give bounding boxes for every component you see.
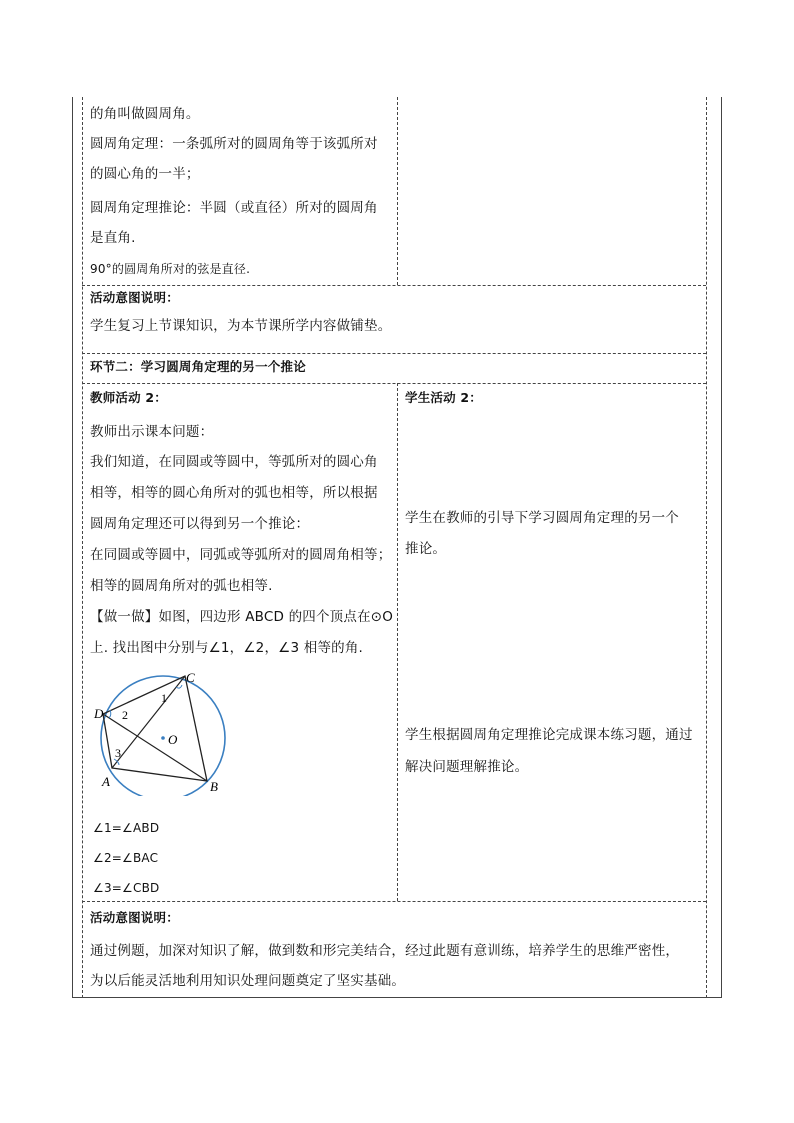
table-inner-right-border <box>706 97 707 998</box>
student-para2-line2: 解决问题理解推论。 <box>405 759 529 775</box>
teacher-line-2: 我们知道，在同圆或等圆中，等弧所对的圆心角 <box>90 454 378 470</box>
circle-quadrilateral-figure <box>88 666 238 796</box>
review-line-5: 是直角. <box>90 230 136 246</box>
intent-title-2: 活动意图说明： <box>90 910 179 925</box>
student-para1-line1: 学生在教师的引导下学习圆周角定理的另一个 <box>405 510 679 526</box>
table-right-border <box>721 97 722 998</box>
review-line-3: 的圆心角的一半； <box>90 166 200 182</box>
review-line-6: 90°的圆周角所对的弦是直径. <box>90 262 251 276</box>
student-activity-title: 学生活动 2： <box>405 390 482 405</box>
answer-3: ∠3=∠CBD <box>93 881 160 895</box>
review-line-2: 圆周角定理：一条弧所对的圆周角等于该弧所对 <box>90 136 378 152</box>
student-para2-line1: 学生根据圆周角定理推论完成课本练习题，通过 <box>405 727 693 743</box>
row-divider-4 <box>82 901 706 902</box>
teacher-line-1: 教师出示课本问题： <box>90 424 214 440</box>
intent2-line-1: 通过例题，加深对知识了解，做到数和形完美结合，经过此题有意训练，培养学生的思维严密性， <box>90 943 680 959</box>
column-divider-middle <box>397 383 398 901</box>
table-bottom-border <box>72 997 722 998</box>
teacher-line-8: 上. 找出图中分别与∠1，∠2，∠3 相等的角. <box>90 640 364 656</box>
section-title-2: 环节二：学习圆周角定理的另一个推论 <box>90 359 306 374</box>
column-divider-top <box>397 97 398 285</box>
label-angle-1: 1 <box>161 691 167 705</box>
center-point <box>161 736 165 740</box>
row-divider-2 <box>82 353 706 354</box>
teacher-line-5: 在同圆或等圆中，同弧或等弧所对的圆周角相等； <box>90 547 392 563</box>
label-d: D <box>94 706 104 721</box>
label-c: C <box>186 670 195 685</box>
table-inner-left-border <box>82 97 83 998</box>
review-line-1: 的角叫做圆周角。 <box>90 106 200 122</box>
student-para1-line2: 推论。 <box>405 541 447 557</box>
answer-2: ∠2=∠BAC <box>93 851 159 865</box>
teacher-line-4: 圆周角定理还可以得到另一个推论： <box>90 516 310 532</box>
row-divider-3 <box>82 383 706 384</box>
intent-title-1: 活动意图说明： <box>90 290 179 305</box>
intent2-line-2: 为以后能灵活地利用知识处理问题奠定了坚实基础。 <box>90 973 406 989</box>
answer-1: ∠1=∠ABD <box>93 821 160 835</box>
label-angle-3: 3 <box>115 746 121 760</box>
teacher-line-7: 【做一做】如图，四边形 ABCD 的四个顶点在⊙O <box>90 609 394 625</box>
intent-text-1: 学生复习上节课知识，为本节课所学内容做铺垫。 <box>90 318 392 334</box>
label-angle-2: 2 <box>122 708 128 722</box>
teacher-line-3: 相等，相等的圆心角所对的弧也相等，所以根据 <box>90 485 378 501</box>
quadrilateral-abcd <box>103 676 207 781</box>
teacher-activity-title: 教师活动 2： <box>90 390 167 405</box>
row-divider-1 <box>82 285 706 286</box>
teacher-line-6: 相等的圆周角所对的弧也相等. <box>90 578 273 594</box>
label-b: B <box>210 779 218 794</box>
label-o: O <box>168 732 178 747</box>
label-a: A <box>102 774 110 789</box>
review-line-4: 圆周角定理推论：半圆（或直径）所对的圆周角 <box>90 200 378 216</box>
table-left-border <box>72 97 73 998</box>
